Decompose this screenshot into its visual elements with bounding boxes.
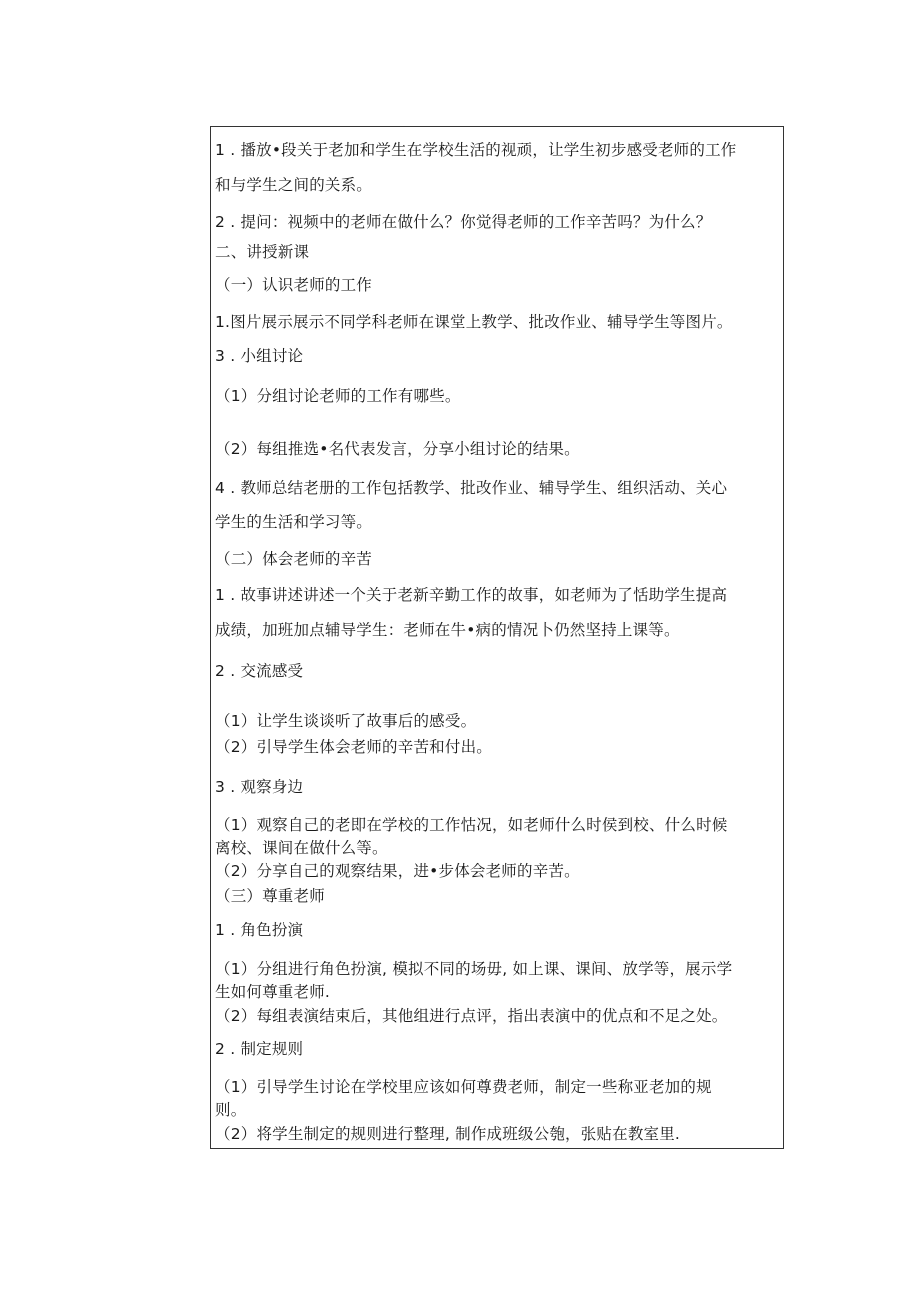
subsection-heading: （一）认识老师的工作 xyxy=(215,276,373,294)
text-line: （2）引导学生体会老师的辛苦和付出。 xyxy=(215,738,492,756)
text-line: 3 . 小组讨论 xyxy=(215,347,304,365)
text-line: 2 . 交流感受 xyxy=(215,662,304,680)
text-line: （1）分组讨论老师的工作有哪些。 xyxy=(215,387,461,405)
text-line: 2 . 制定规则 xyxy=(215,1040,304,1058)
text-line: 学生的生活和学习等。 xyxy=(215,513,373,531)
text-line: 1 . 播放•段关于老加和学生在学校生活的视顽，让学生初步感受老师的工作 xyxy=(215,141,737,159)
text-line: （2）将学生制定的规则进行整理, 制作成班级公匏，张贴在教室里. xyxy=(215,1125,681,1143)
text-line: （1）让学生谈谈听了故事后的感受。 xyxy=(215,712,477,730)
text-line: 2 . 提问：视频中的老师在做什么？你觉得老师的工作辛苦吗？为什么？ xyxy=(215,213,712,231)
text-line: （1）分组进行角色扮演, 模拟不同的场毋, 如上课、课间、放学等，展示学 xyxy=(215,960,733,978)
text-line: 则。 xyxy=(215,1101,247,1119)
text-line: （2）分享自己的观察结果，进•步体会老师的辛苦。 xyxy=(215,862,580,880)
text-line: （1）引导学生讨论在学校里应该如何尊费老师，制定一些称亚老加的规 xyxy=(215,1078,712,1096)
text-line: 和与学生之间的关系。 xyxy=(215,176,373,194)
text-line: 1 . 故事讲述讲述一个关于老新辛勤工作的故事，如老师为了恬助学生提高 xyxy=(215,586,728,604)
section-heading: 二、讲授新课 xyxy=(215,243,310,261)
text-line: （2）每组推选•名代表发言，分享小组讨论的结果。 xyxy=(215,440,580,458)
text-line: 3 . 观察身边 xyxy=(215,778,304,796)
subsection-heading: （三）尊重老师 xyxy=(215,887,325,905)
text-line: 4 . 教师总结老册的工作包括教学、批改作业、辅导学生、组织活动、关心 xyxy=(215,479,728,497)
subsection-heading: （二）体会老师的辛苦 xyxy=(215,550,373,568)
text-line: （2）每组表演结束后，其他组进行点评，指出表演中的优点和不足之处。 xyxy=(215,1007,728,1025)
text-line: 生如何尊重老师. xyxy=(215,983,331,1001)
text-line: 1.图片展示展示不同学科老师在课堂上教学、批改作业、辅导学生等图片。 xyxy=(215,313,733,331)
text-line: 成绩，加班加点辅导学生：老师在牛•病的情况卜仍然坚持上课等。 xyxy=(215,621,680,639)
text-line: 离校、课间在做什么等。 xyxy=(215,839,388,857)
text-line: 1 . 角色扮演 xyxy=(215,921,304,939)
text-line: （1）观察自己的老即在学校的工作怙况，如老师什么时侯到校、什么时候 xyxy=(215,816,728,834)
